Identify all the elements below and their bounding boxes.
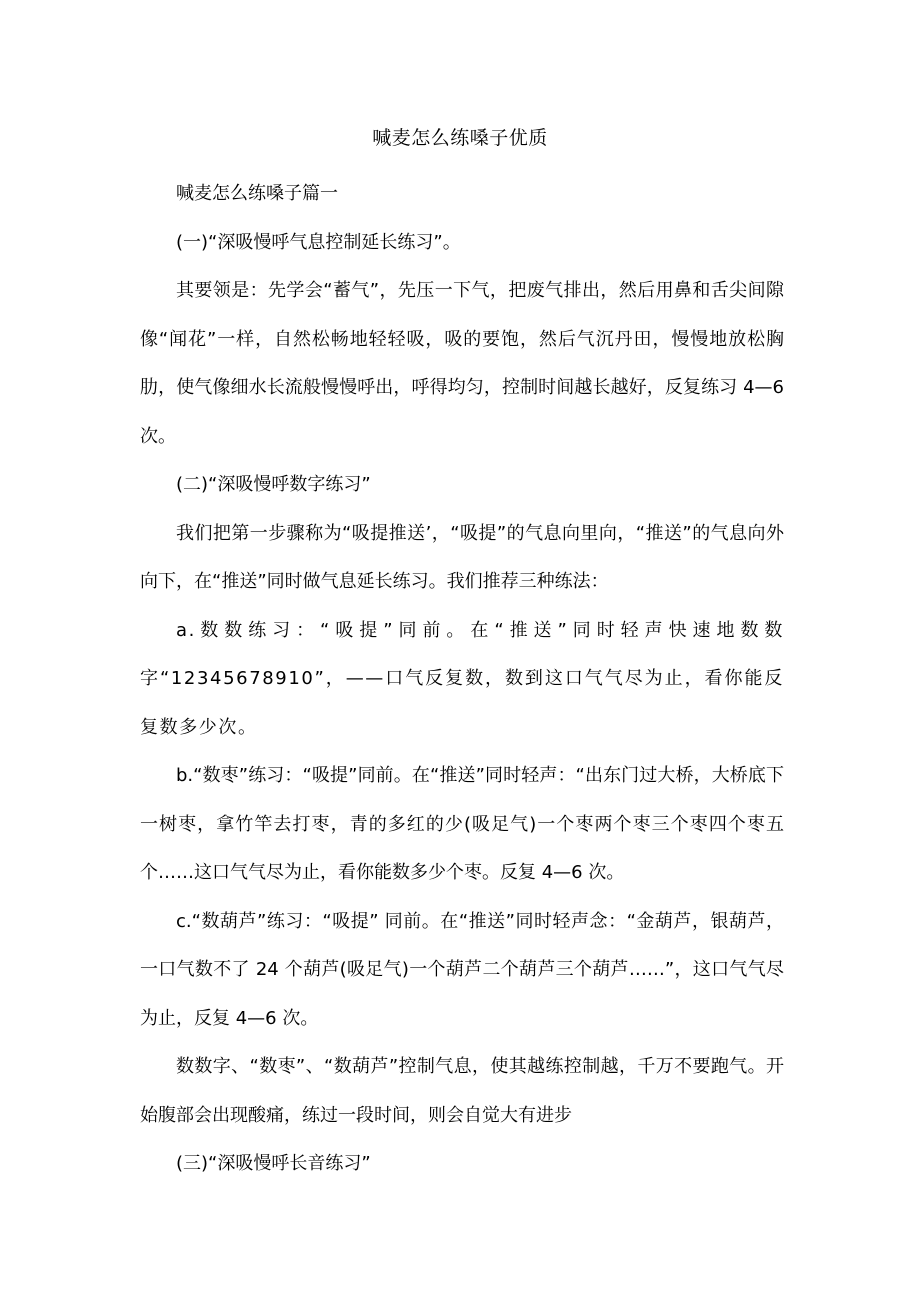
paragraph-inhale-push-intro: 我们把第一步骤称为“吸提推送’，“吸提”的气息向里向，“推送”的气息向外向下，在“推送”同时做气息延长练习。我们推荐三种练法： (140, 522, 784, 592)
paragraph-breathing-essentials: 其要领是：先学会“蓄气”，先压一下气，把废气排出，然后用鼻和舌尖间隙像“闻花”一样，自然松畅地轻轻吸，吸的要饱，然后气沉丹田，慢慢地放松胸肋，使气像细水长流般慢慢呼出，呼得均匀，控制时间越长越好，反复练习 4—6 次。 (140, 280, 784, 447)
exercise-heading-3: (三)“深吸慢呼长音练习” (176, 1153, 371, 1174)
section-heading-part-one: 喊麦怎么练嗓子篇一 (176, 183, 338, 204)
exercise-heading-1: (一)“深吸慢呼气息控制延长练习”。 (176, 231, 461, 253)
paragraph-method-c-gourds: c.“数葫芦”练习：“吸提” 同前。在“推送”同时轻声念：“金葫芦，银葫芦，一口气数不了 24 个葫芦(吸足气)一个葫芦二个葫芦三个葫芦……”，这口气气尽为止，反复 4—6 次。 (140, 910, 784, 1029)
paragraph-control-summary: 数数字、“数枣”、“数葫芦”控制气息，使其越练控制越，千万不要跑气。开始腹部会出现酸痛，练过一段时间，则会自觉大有进步 (140, 1056, 784, 1126)
exercise-heading-2: (二)“深吸慢呼数字练习” (176, 474, 371, 495)
paragraph-method-b-dates: b.“数枣”练习：“吸提”同前。在“推送”同时轻声：“出东门过大桥，大桥底下一树枣，拿竹竿去打枣，青的多红的少(吸足气)一个枣两个枣三个枣四个枣五个……这口气气尽为止，看你能数多少个枣。反复 4—6 次。 (140, 765, 784, 883)
paragraph-method-a-counting: a.数数练习：“吸提”同前。在“推送”同时轻声快速地数数字“12345678910”，——口气反复数，数到这口气气尽为止，看你能反复数多少次。 (140, 619, 784, 738)
document-title: 喊麦怎么练嗓子优质 (372, 127, 548, 149)
document-body (140, 170, 784, 1189)
